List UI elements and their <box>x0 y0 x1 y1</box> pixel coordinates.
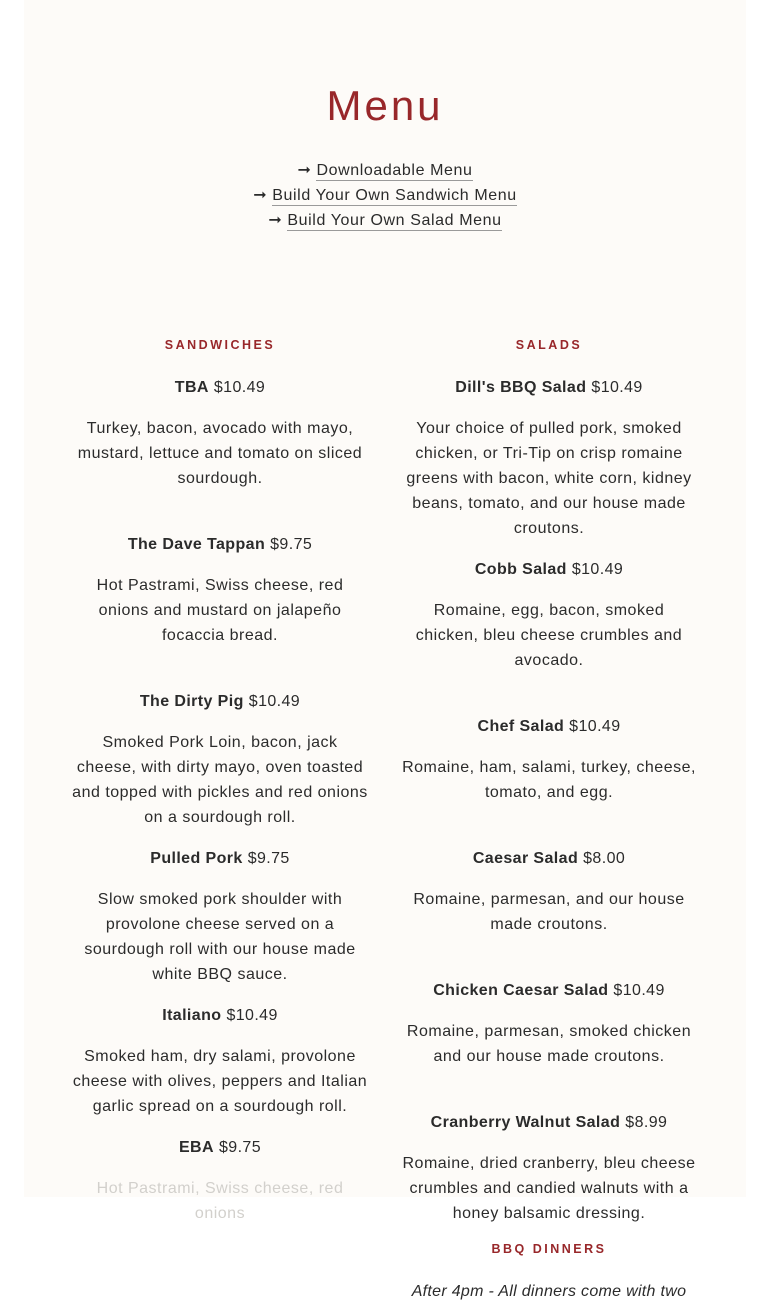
link-row-downloadable-menu <box>24 158 746 183</box>
salads-heading: SALADS <box>515 338 583 352</box>
menu-item <box>70 846 370 987</box>
bbq-dinners-note: After 4pm - All dinners come with two <box>411 1283 687 1300</box>
menu-item <box>399 1110 699 1226</box>
item-name: Cranberry Walnut Salad <box>430 1114 621 1131</box>
item-price: $8.99 <box>625 1114 668 1131</box>
item-title <box>399 375 699 400</box>
item-description: Romaine, egg, bacon, smoked chicken, bleu cheese crumbles and avocado. <box>415 602 683 669</box>
item-name: The Dirty Pig <box>139 693 244 710</box>
menu-links <box>24 158 746 233</box>
item-price: $10.49 <box>591 379 643 396</box>
item-price: $8.00 <box>583 850 626 867</box>
sandwiches-heading: SANDWICHES <box>164 338 276 352</box>
item-title <box>399 846 699 871</box>
build-your-own-salad-link[interactable]: Build Your Own Salad Menu <box>287 212 502 229</box>
menu-item <box>399 978 699 1069</box>
item-name: Chef Salad <box>477 718 565 735</box>
item-description: Romaine, parmesan, smoked chicken and our house made croutons. <box>406 1023 692 1065</box>
item-description: Romaine, dried cranberry, bleu cheese crumbles and candied walnuts with a honey balsamic dressing. <box>402 1155 696 1222</box>
item-name: Dill's BBQ Salad <box>455 379 587 396</box>
link-row-build-sandwich <box>24 183 746 208</box>
item-description: Romaine, parmesan, and our house made croutons. <box>413 891 685 933</box>
page-title: Menu <box>326 82 444 129</box>
item-name: Pulled Pork <box>150 850 243 867</box>
item-price: $9.75 <box>270 536 313 553</box>
item-title <box>399 557 699 582</box>
sandwiches-column <box>70 338 370 1242</box>
item-description: Smoked Pork Loin, bacon, jack cheese, with dirty mayo, oven toasted and topped with pickles and red onions on a sourdough roll. <box>72 734 368 826</box>
menu-item <box>70 689 370 830</box>
item-title <box>399 714 699 739</box>
item-price: $9.75 <box>218 1139 262 1156</box>
item-title <box>70 1003 370 1028</box>
item-name: EBA <box>178 1139 214 1156</box>
salads-column <box>399 338 699 1304</box>
arrow-right-icon: ➞ <box>268 212 283 229</box>
item-description: Hot Pastrami, Swiss cheese, red onions and mustard on jalapeño focaccia bread. <box>96 577 344 644</box>
menu-item <box>70 375 370 491</box>
item-title <box>70 846 370 871</box>
item-name: The Dave Tappan <box>127 536 266 553</box>
item-title <box>70 375 370 400</box>
item-description: Turkey, bacon, avocado with mayo, mustard, lettuce and tomato on sliced sourdough. <box>77 420 363 487</box>
item-price: $10.49 <box>569 718 621 735</box>
item-description: Slow smoked pork shoulder with provolone cheese served on a sourdough roll with our house made white BBQ sauce. <box>84 891 356 983</box>
menu-item <box>399 846 699 937</box>
item-title <box>70 1135 370 1160</box>
item-title <box>399 978 699 1003</box>
menu-page <box>24 0 746 1300</box>
item-description: Your choice of pulled pork, smoked chicken, or Tri-Tip on crisp romaine greens with bacon, white corn, kidney beans, tomato, and our house made croutons. <box>406 420 692 537</box>
item-price: $10.49 <box>248 693 301 710</box>
item-name: Chicken Caesar Salad <box>433 982 609 999</box>
item-name: TBA <box>174 379 209 396</box>
arrow-right-icon: ➞ <box>253 187 268 204</box>
item-description: Smoked ham, dry salami, provolone cheese with olives, peppers and Italian garlic spread on a sourdough roll. <box>72 1048 368 1115</box>
item-title <box>399 1110 699 1135</box>
item-price: $10.49 <box>226 1007 278 1024</box>
item-price: $10.49 <box>613 982 665 999</box>
item-name: Cobb Salad <box>474 561 567 578</box>
item-name: Caesar Salad <box>472 850 579 867</box>
menu-item <box>70 1003 370 1119</box>
item-title <box>70 532 370 557</box>
bbq-dinners-heading: BBQ DINNERS <box>491 1242 607 1256</box>
item-title <box>70 689 370 714</box>
menu-item <box>70 1135 370 1226</box>
build-your-own-sandwich-link[interactable]: Build Your Own Sandwich Menu <box>272 187 517 204</box>
menu-item <box>399 557 699 673</box>
item-price: $10.49 <box>571 561 624 578</box>
item-name: Italiano <box>162 1007 222 1024</box>
item-description: Romaine, ham, salami, turkey, cheese, tomato, and egg. <box>402 759 696 801</box>
menu-item <box>399 375 699 541</box>
item-price: $9.75 <box>247 850 290 867</box>
link-row-build-salad <box>24 208 746 233</box>
arrow-right-icon: ➞ <box>297 162 312 179</box>
item-description: Hot Pastrami, Swiss cheese, red onions <box>96 1180 344 1222</box>
menu-item <box>399 714 699 805</box>
menu-item <box>70 532 370 648</box>
downloadable-menu-link[interactable]: Downloadable Menu <box>316 162 473 179</box>
item-price: $10.49 <box>213 379 266 396</box>
